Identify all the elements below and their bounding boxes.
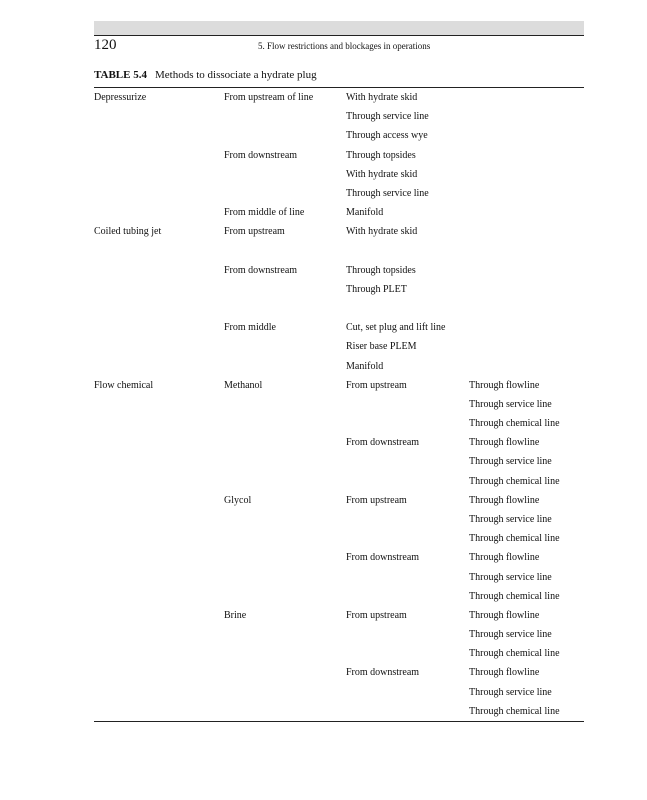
table-cell-access: With hydrate skid [346,92,418,103]
table-cell-route: Through flowline [469,379,540,391]
table-cell-access: With hydrate skid [346,168,418,180]
table-cell-access: From downstream [346,667,420,679]
table-row [0,510,647,529]
table-cell-access: From downstream [346,552,420,564]
table-row [0,587,647,606]
table-row [0,107,647,126]
running-head: 5. Flow restrictions and blockages in operations [258,41,431,51]
table-row [0,529,647,548]
table-cell-access: Through topsides [346,264,416,276]
table-row [0,702,647,721]
table-cell-access: Through access wye [346,130,428,142]
table-cell-route: Through service line [469,456,552,468]
table-cell-route: Through service line [469,571,552,583]
table-cell-access: Manifold [346,360,384,372]
table-row [0,395,647,414]
table-row [0,568,647,587]
table-cell-route: Through flowline [469,494,540,506]
table-row [0,146,647,165]
table-cell-access: From upstream [346,379,407,391]
table-row [0,203,647,222]
table-cell-route: Through service line [469,398,552,410]
table-row [0,376,647,395]
table-cell-route: Through flowline [469,552,540,564]
table-row [0,414,647,433]
table-cell-location: From middle [224,322,276,334]
table-row [0,663,647,682]
table-row [0,241,647,260]
table-row [0,644,647,663]
table-cell-access: From downstream [346,437,420,449]
table-cell-route: Through chemical line [469,418,560,430]
table-row [0,548,647,567]
table-row [0,357,647,376]
table-row [0,261,647,280]
table-cell-route: Through service line [469,686,552,698]
table-cell-route: Through service line [469,514,552,525]
table-cell-access: Through service line [346,187,429,199]
table-label: TABLE 5.4 [94,69,147,81]
table-cell-location: Methanol [224,379,263,391]
table-cell-access: From upstream [346,609,407,621]
table-cell-route: Through chemical line [469,590,560,602]
table-cell-access: Through service line [346,111,429,123]
table-row [0,184,647,203]
table-row [0,491,647,510]
table-cell-access: From upstream [346,494,407,506]
table-cell-route: Through chemical line [469,705,560,717]
table-cell-access: Cut, set plug and lift line [346,322,446,334]
table-row [0,318,647,337]
table-row [0,683,647,702]
table-cell-location: From upstream [224,226,285,238]
table-cell-location: Brine [224,609,247,621]
table-cell-route: Through chemical line [469,475,560,487]
page-number: 120 [94,37,117,53]
table-cell-route: Through flowline [469,667,540,679]
table-cell-route: Through flowline [469,609,540,621]
table-cell-location: From upstream of line [224,92,314,103]
table-row [0,222,647,241]
table-cell-access: With hydrate skid [346,226,418,238]
table-row [0,299,647,318]
table-cell-access: Manifold [346,207,384,219]
table-cell-method: Depressurize [94,92,147,103]
table-bottom-rule [94,721,584,722]
table-cell-route: Through chemical line [469,648,560,660]
table-row [0,126,647,145]
table-cell-access: Through topsides [346,149,416,161]
table-cell-access: Riser base PLEM [346,341,417,353]
table-row [0,606,647,625]
table-caption [94,69,317,81]
table-row [0,337,647,356]
table-row [0,625,647,644]
table-title: Methods to dissociate a hydrate plug [154,69,317,81]
table-row [0,433,647,452]
table-cell-method: Flow chemical [94,379,154,391]
table-cell-location: From downstream [224,264,298,276]
table-cell-location: Glycol [224,494,252,506]
table-cell-route: Through flowline [469,437,540,449]
table-row [0,280,647,299]
table-row [0,452,647,471]
table-cell-route: Through service line [469,629,552,640]
header-rule [94,35,584,36]
table-cell-method: Coiled tubing jet [94,226,162,238]
table-row [0,472,647,491]
table-row [0,165,647,184]
table-cell-location: From middle of line [224,207,305,219]
table-row [0,88,647,107]
table-cell-access: Through PLET [346,283,407,295]
table-cell-location: From downstream [224,149,298,161]
table-cell-route: Through chemical line [469,533,560,545]
header-band [94,21,584,35]
